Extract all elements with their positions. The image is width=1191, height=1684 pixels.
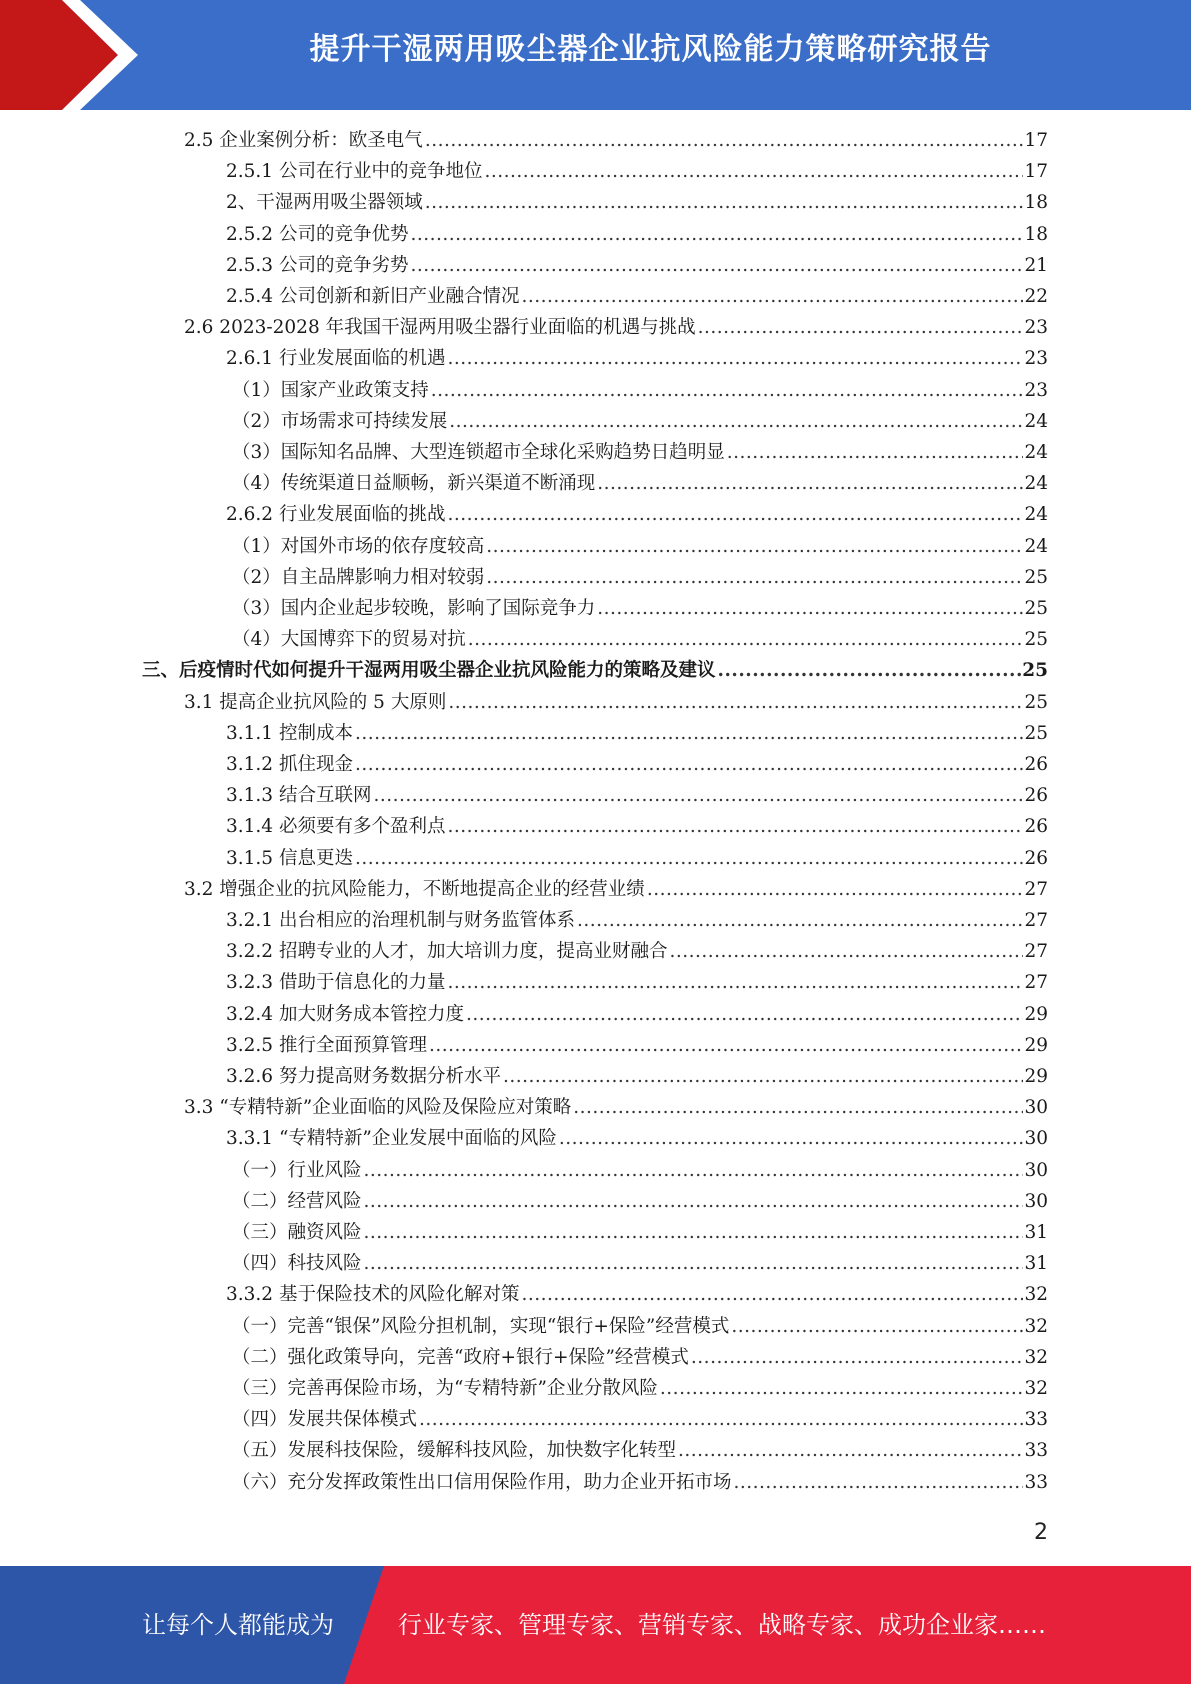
toc-leader-dots: [419, 1407, 1023, 1433]
toc-entry-title: （2）自主品牌影响力相对较弱: [232, 566, 485, 588]
toc-entry[interactable]: [232, 534, 1048, 560]
toc-entry-page: 23: [1024, 317, 1048, 339]
toc-entry-title: （1）对国外市场的依存度较高: [232, 535, 485, 557]
toc-entry-title: 3.2.3 借助于信息化的力量: [226, 972, 446, 994]
toc-entry[interactable]: [232, 409, 1048, 435]
toc-entry-title: （三）融资风险: [232, 1222, 362, 1243]
toc-entry[interactable]: [184, 128, 1048, 154]
toc-entry-title: 2.5.3 公司的竞争劣势: [226, 254, 409, 276]
toc-entry-title: 3.1.3 结合互联网: [226, 785, 372, 807]
toc-entry-title: 3.1.4 必须要有多个盈利点: [226, 816, 446, 838]
toc-entry[interactable]: [226, 721, 1048, 747]
toc-leader-dots: [355, 752, 1024, 778]
page-footer: [0, 1566, 1191, 1684]
toc-leader-dots: [660, 1376, 1024, 1402]
toc-entry-page: 27: [1024, 910, 1048, 931]
toc-entry-title: （4）大国博弈下的贸易对抗: [232, 629, 466, 651]
toc-entry-page: 30: [1024, 1097, 1048, 1119]
toc-entry-title: （六）充分发挥政策性出口信用保险作用，助力企业开拓市场: [232, 1471, 732, 1493]
toc-leader-dots: [577, 908, 1023, 934]
toc-entry[interactable]: [226, 253, 1048, 279]
toc-entry[interactable]: [232, 565, 1048, 591]
toc-entry-page: 23: [1024, 379, 1048, 401]
toc-entry-title: （五）发展科技保险，缓解科技风险，加快数字化转型: [232, 1440, 677, 1462]
toc-entry[interactable]: [226, 939, 1048, 965]
toc-entry[interactable]: [226, 190, 1048, 216]
toc-leader-dots: [364, 1251, 1024, 1277]
toc-entry-page: 29: [1024, 1034, 1048, 1056]
toc-entry[interactable]: [226, 1002, 1048, 1028]
toc-entry-title: 3.1.1 控制成本: [226, 722, 353, 744]
toc-leader-dots: [364, 1158, 1024, 1184]
toc-entry[interactable]: [226, 970, 1048, 996]
toc-entry[interactable]: [226, 1064, 1048, 1090]
toc-leader-dots: [410, 253, 1023, 279]
toc-entry-title: （二）经营风险: [232, 1190, 362, 1212]
toc-entry-title: （二）强化政策导向，完善“政府+银行+保险”经营模式: [232, 1346, 689, 1368]
toc-leader-dots: [447, 502, 1023, 528]
toc-leader-dots: [647, 877, 1024, 903]
toc-leader-dots: [698, 315, 1024, 341]
toc-entry[interactable]: [232, 596, 1048, 622]
toc-entry-page: 25: [1024, 629, 1048, 651]
toc-entry-page: 27: [1024, 878, 1048, 900]
toc-entry-page: 27: [1024, 972, 1048, 994]
toc-entry-title: （四）发展共保体模式: [232, 1409, 418, 1431]
toc-leader-dots: [486, 534, 1023, 560]
toc-entry[interactable]: [232, 1314, 1048, 1340]
toc-leader-dots: [429, 1033, 1023, 1059]
toc-entry-page: 24: [1024, 535, 1048, 557]
toc-leader-dots: [597, 471, 1023, 497]
toc-leader-dots: [447, 970, 1023, 996]
toc-entry[interactable]: [226, 1126, 1048, 1152]
toc-entry[interactable]: [232, 378, 1048, 404]
toc-entry-title: 3.2.2 招聘专业的人才，加大培训力度，提高业财融合: [226, 941, 668, 963]
toc-leader-dots: [468, 627, 1024, 653]
toc-entry[interactable]: [232, 1407, 1048, 1433]
toc-entry[interactable]: [232, 1438, 1048, 1464]
toc-entry-page: 31: [1024, 1253, 1048, 1275]
toc-leader-dots: [678, 1438, 1023, 1464]
toc-leader-dots: [431, 378, 1024, 404]
toc-entry-title: 3.2.6 努力提高财务数据分析水平: [226, 1066, 501, 1087]
toc-entry-page: 22: [1024, 286, 1048, 307]
toc-entry-title: （3）国内企业起步较晚，影响了国际竞争力: [232, 598, 596, 619]
toc-entry-title: 2、干湿两用吸尘器领域: [226, 192, 423, 214]
toc-entry-title: （2）市场需求可持续发展: [232, 410, 448, 432]
toc-entry-page: 17: [1024, 161, 1048, 183]
toc-entry-page: 26: [1024, 754, 1048, 775]
toc-leader-dots: [410, 222, 1023, 248]
toc-entry-page: 17: [1024, 130, 1048, 151]
toc-leader-dots: [718, 658, 1022, 684]
toc-entry-title: 2.5.4 公司创新和新旧产业融合情况: [226, 286, 520, 307]
toc-leader-dots: [573, 1095, 1023, 1121]
toc-entry-page: 32: [1024, 1315, 1048, 1337]
toc-entry-title: （一）行业风险: [232, 1159, 362, 1181]
toc-entry-title: 3.2.4 加大财务成本管控力度: [226, 1003, 464, 1025]
toc-leader-dots: [597, 596, 1023, 622]
toc-entry-page: 24: [1024, 442, 1048, 463]
header-arrow-decoration: [0, 0, 160, 110]
toc-entry-title: 2.6 2023-2028 年我国干湿两用吸尘器行业面临的机遇与挑战: [184, 317, 696, 339]
toc-entry-title: （4）传统渠道日益顺畅，新兴渠道不断涌现: [232, 473, 596, 495]
toc-leader-dots: [503, 1064, 1023, 1090]
toc-entry-title: 3.1 提高企业抗风险的 5 大原则: [184, 691, 447, 713]
toc-leader-dots: [521, 1282, 1023, 1308]
toc-entry-page: 26: [1024, 847, 1048, 869]
page-number: 2: [1034, 1520, 1048, 1545]
toc-entry[interactable]: [232, 440, 1048, 466]
toc-entry[interactable]: [184, 315, 1048, 341]
toc-entry-page: 33: [1024, 1409, 1048, 1431]
toc-entry[interactable]: [232, 1376, 1048, 1402]
toc-entry-page: 33: [1024, 1471, 1048, 1493]
toc-entry-title: 3.3 “专精特新”企业面临的风险及保险应对策略: [184, 1097, 572, 1119]
toc-entry[interactable]: [226, 783, 1048, 809]
toc-leader-dots: [447, 814, 1023, 840]
toc-entry-title: 3.1.5 信息更迭: [226, 847, 353, 869]
toc-leader-dots: [447, 346, 1023, 372]
toc-entry-title: 3.3.1 “专精特新”企业发展中面临的风险: [226, 1128, 557, 1150]
toc-entry-page: 18: [1024, 192, 1048, 214]
toc-entry[interactable]: [226, 159, 1048, 185]
toc-entry-page: 33: [1024, 1440, 1048, 1462]
toc-entry[interactable]: [226, 814, 1048, 840]
toc-entry-page: 25: [1024, 598, 1048, 619]
toc-entry-page: 29: [1024, 1066, 1048, 1087]
toc-entry-page: 32: [1024, 1346, 1048, 1368]
toc-entry-title: 3.3.2 基于保险技术的风险化解对策: [226, 1284, 520, 1306]
toc-entry-page: 30: [1024, 1159, 1048, 1181]
toc-entry[interactable]: [184, 877, 1048, 903]
toc-entry[interactable]: [226, 752, 1048, 778]
toc-entry-title: （一）完善“银保”风险分担机制，实现“银行+保险”经营模式: [232, 1315, 730, 1337]
toc-entry-page: 26: [1024, 816, 1048, 838]
toc-entry-page: 23: [1024, 348, 1048, 370]
toc-leader-dots: [691, 1345, 1024, 1371]
toc-entry[interactable]: [226, 346, 1048, 372]
toc-entry-page: 24: [1024, 473, 1048, 495]
toc-entry[interactable]: [232, 1470, 1048, 1496]
toc-entry-page: 26: [1024, 785, 1048, 807]
toc-leader-dots: [364, 1189, 1024, 1215]
toc-entry[interactable]: [226, 1282, 1048, 1308]
toc-leader-dots: [484, 159, 1023, 185]
toc-entry[interactable]: [226, 1033, 1048, 1059]
toc-leader-dots: [734, 1470, 1024, 1496]
toc-entry-page: 25: [1022, 660, 1048, 682]
toc-entry-title: 三、后疫情时代如何提升干湿两用吸尘器企业抗风险能力的策略及建议: [142, 660, 716, 682]
report-title: 提升干湿两用吸尘器企业抗风险能力策略研究报告: [309, 32, 992, 67]
toc-entry[interactable]: [226, 222, 1048, 248]
toc-entry[interactable]: [184, 1095, 1048, 1121]
toc-entry-title: （三）完善再保险市场，为“专精特新”企业分散风险: [232, 1378, 658, 1399]
toc-entry-title: 3.2.5 推行全面预算管理: [226, 1034, 427, 1056]
toc-leader-dots: [449, 409, 1023, 435]
toc-entry-title: 2.5.1 公司在行业中的竞争地位: [226, 161, 483, 183]
toc-entry[interactable]: [232, 1251, 1048, 1277]
toc-leader-dots: [373, 783, 1023, 809]
toc-leader-dots: [364, 1220, 1024, 1246]
toc-entry-title: 2.6.1 行业发展面临的机遇: [226, 348, 446, 370]
toc-leader-dots: [559, 1126, 1024, 1152]
toc-entry[interactable]: [232, 1220, 1048, 1246]
toc-entry-page: 25: [1024, 566, 1048, 588]
toc-leader-dots: [355, 846, 1024, 872]
toc-entry-title: 3.1.2 抓住现金: [226, 754, 353, 775]
toc-entry[interactable]: [226, 284, 1048, 310]
toc-entry[interactable]: [232, 1345, 1048, 1371]
toc-entry[interactable]: [184, 690, 1048, 716]
toc-entry-page: 21: [1024, 254, 1048, 276]
toc-entry-title: 2.6.2 行业发展面临的挑战: [226, 504, 446, 526]
toc-leader-dots: [486, 565, 1023, 591]
toc-leader-dots: [425, 190, 1024, 216]
toc-entry[interactable]: [226, 846, 1048, 872]
toc-leader-dots: [425, 128, 1024, 154]
toc-entry-page: 29: [1024, 1003, 1048, 1025]
toc-entry-title: （四）科技风险: [232, 1253, 362, 1275]
toc-leader-dots: [355, 721, 1024, 747]
toc-entry-title: （3）国际知名品牌、大型连锁超市全球化采购趋势日趋明显: [232, 442, 725, 463]
toc-entry-page: 25: [1024, 722, 1048, 744]
toc-entry[interactable]: [232, 471, 1048, 497]
toc-leader-dots: [448, 690, 1023, 716]
toc-entry-page: 32: [1024, 1284, 1048, 1306]
toc-entry-page: 30: [1024, 1190, 1048, 1212]
toc-entry-title: 2.5.2 公司的竞争优势: [226, 223, 409, 245]
toc-entry-page: 24: [1024, 410, 1048, 432]
toc-entry-title: 3.2 增强企业的抗风险能力，不断地提高企业的经营业绩: [184, 878, 645, 900]
toc-entry-page: 25: [1024, 691, 1048, 713]
toc-leader-dots: [669, 939, 1023, 965]
page-header: [0, 0, 1191, 110]
toc-entry-page: 27: [1024, 941, 1048, 963]
toc-entry-title: 2.5 企业案例分析：欧圣电气: [184, 130, 423, 151]
toc-entry-page: 18: [1024, 223, 1048, 245]
toc-entry-page: 31: [1024, 1222, 1048, 1243]
footer-slogan-right: 行业专家、管理专家、营销专家、战略专家、成功企业家……: [398, 1611, 1046, 1639]
toc-entry-title: （1）国家产业政策支持: [232, 379, 429, 401]
toc-leader-dots: [466, 1002, 1023, 1028]
toc-leader-dots: [727, 440, 1024, 466]
toc-leader-dots: [731, 1314, 1023, 1340]
toc-entry[interactable]: [232, 627, 1048, 653]
toc-entry-page: 32: [1024, 1378, 1048, 1399]
toc-entry[interactable]: [232, 1189, 1048, 1215]
toc-entry[interactable]: [226, 502, 1048, 528]
toc-entry-page: 24: [1024, 504, 1048, 526]
toc-entry[interactable]: [232, 1158, 1048, 1184]
footer-slogan-left: 让每个人都能成为: [142, 1611, 334, 1639]
toc-entry[interactable]: [142, 658, 1048, 684]
toc-entry[interactable]: [226, 908, 1048, 934]
toc-leader-dots: [521, 284, 1023, 310]
toc-entry-title: 3.2.1 出台相应的治理机制与财务监管体系: [226, 910, 575, 931]
toc-entry-page: 30: [1024, 1128, 1048, 1150]
